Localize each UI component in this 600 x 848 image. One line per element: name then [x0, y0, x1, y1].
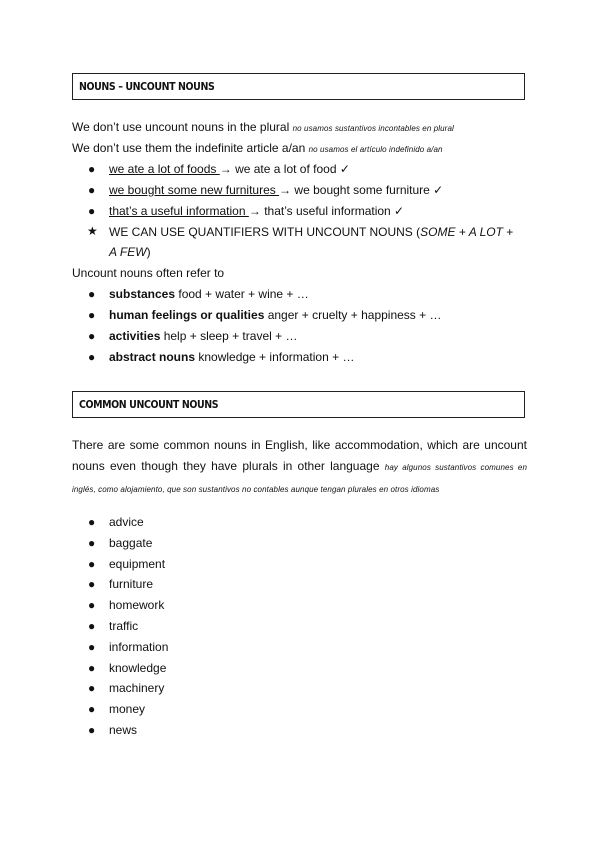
quantifier-close: ): [146, 245, 151, 259]
noun-item: money: [109, 702, 146, 716]
bullet-icon: ●: [88, 204, 96, 218]
section-title: COMMON UNCOUNT NOUNS: [79, 399, 219, 411]
rule-text: We don’t use them the indefinite article a/an: [72, 141, 309, 155]
section-title-box: [72, 391, 525, 418]
category-examples: food + water + wine + …: [175, 287, 309, 301]
noun-item: machinery: [109, 681, 165, 695]
example-item: [109, 162, 350, 176]
translation-note: hay algunos sustantivos comunes en inglés, como alojamiento, que son sustantivos no contables aunque tengan plurales en otros idiomas: [72, 463, 528, 494]
wrong-example: we bought some new furnitures: [109, 183, 280, 197]
rule-text: We don’t use uncount nouns in the plural: [72, 120, 293, 134]
bullet-icon: ●: [88, 723, 96, 737]
wrong-example: that’s a useful information: [109, 204, 249, 218]
category-label: abstract nouns: [109, 350, 196, 364]
quantifier-text: WE CAN USE QUANTIFIERS WITH UNCOUNT NOUNS (: [109, 225, 421, 239]
arrow-icon: →: [219, 162, 232, 176]
category-examples: knowledge + information + …: [195, 350, 355, 364]
quantifier-examples-2: A FEW: [109, 245, 147, 259]
bullet-icon: ●: [88, 598, 96, 612]
example-item: [109, 183, 443, 197]
category-label: human feelings or qualities: [109, 308, 265, 322]
noun-item: news: [109, 723, 138, 737]
star-icon: ★: [87, 224, 98, 238]
category-label: activities: [109, 329, 161, 343]
section-title-box: [72, 73, 525, 100]
correct-example: we bought some furniture: [291, 183, 434, 197]
translation-note: no usamos sustantivos incontables en plural: [292, 124, 454, 133]
bullet-icon: ●: [88, 162, 96, 176]
bullet-icon: ●: [88, 350, 96, 364]
bullet-icon: ●: [88, 619, 96, 633]
quantifier-examples: SOME + A LOT: [420, 225, 503, 239]
wrong-example: we ate a lot of foods: [109, 162, 220, 176]
noun-item: baggate: [109, 536, 153, 550]
rule-line: [72, 120, 454, 134]
bullet-icon: ●: [88, 329, 96, 343]
translation-note: no usamos el artículo indefinido a/an: [308, 145, 443, 154]
noun-item: homework: [109, 598, 165, 612]
category-label: substances: [109, 287, 176, 301]
bullet-icon: ●: [88, 183, 96, 197]
category-item: [109, 329, 297, 343]
check-icon: ✓: [433, 183, 444, 197]
correct-example: we ate a lot of food: [231, 162, 340, 176]
intro-text: There are some common nouns in English, like accommodation, which are uncount nouns even though they have plurals in other language: [72, 438, 527, 473]
bullet-icon: ●: [88, 308, 96, 322]
quantifier-note: [109, 225, 529, 259]
bullet-icon: ●: [88, 287, 96, 301]
bullet-icon: ●: [88, 640, 96, 654]
bullet-icon: ●: [88, 557, 96, 571]
noun-item: advice: [109, 515, 144, 529]
check-icon: ✓: [339, 162, 350, 176]
noun-item: traffic: [109, 619, 139, 633]
noun-item: information: [109, 640, 169, 654]
arrow-icon: →: [279, 183, 292, 197]
quantifier-plus: +: [502, 225, 514, 239]
intro-paragraph: [72, 435, 527, 500]
section-title: NOUNS – UNCOUNT NOUNS: [79, 81, 215, 93]
example-item: [109, 204, 404, 218]
noun-item: furniture: [109, 577, 154, 591]
category-examples: help + sleep + travel + …: [160, 329, 298, 343]
category-examples: anger + cruelty + happiness + …: [264, 308, 442, 322]
bullet-icon: ●: [88, 661, 96, 675]
rule-line: [72, 141, 443, 155]
bullet-icon: ●: [88, 702, 96, 716]
arrow-icon: →: [248, 204, 261, 218]
refer-intro: Uncount nouns often refer to: [72, 266, 225, 280]
noun-item: equipment: [109, 557, 166, 571]
bullet-icon: ●: [88, 681, 96, 695]
bullet-icon: ●: [88, 536, 96, 550]
correct-example: that’s useful information: [260, 204, 395, 218]
category-item: [109, 308, 441, 322]
check-icon: ✓: [394, 204, 405, 218]
noun-item: knowledge: [109, 661, 167, 675]
bullet-icon: ●: [88, 577, 96, 591]
category-item: [109, 350, 354, 364]
bullet-icon: ●: [88, 515, 96, 529]
category-item: [109, 287, 309, 301]
